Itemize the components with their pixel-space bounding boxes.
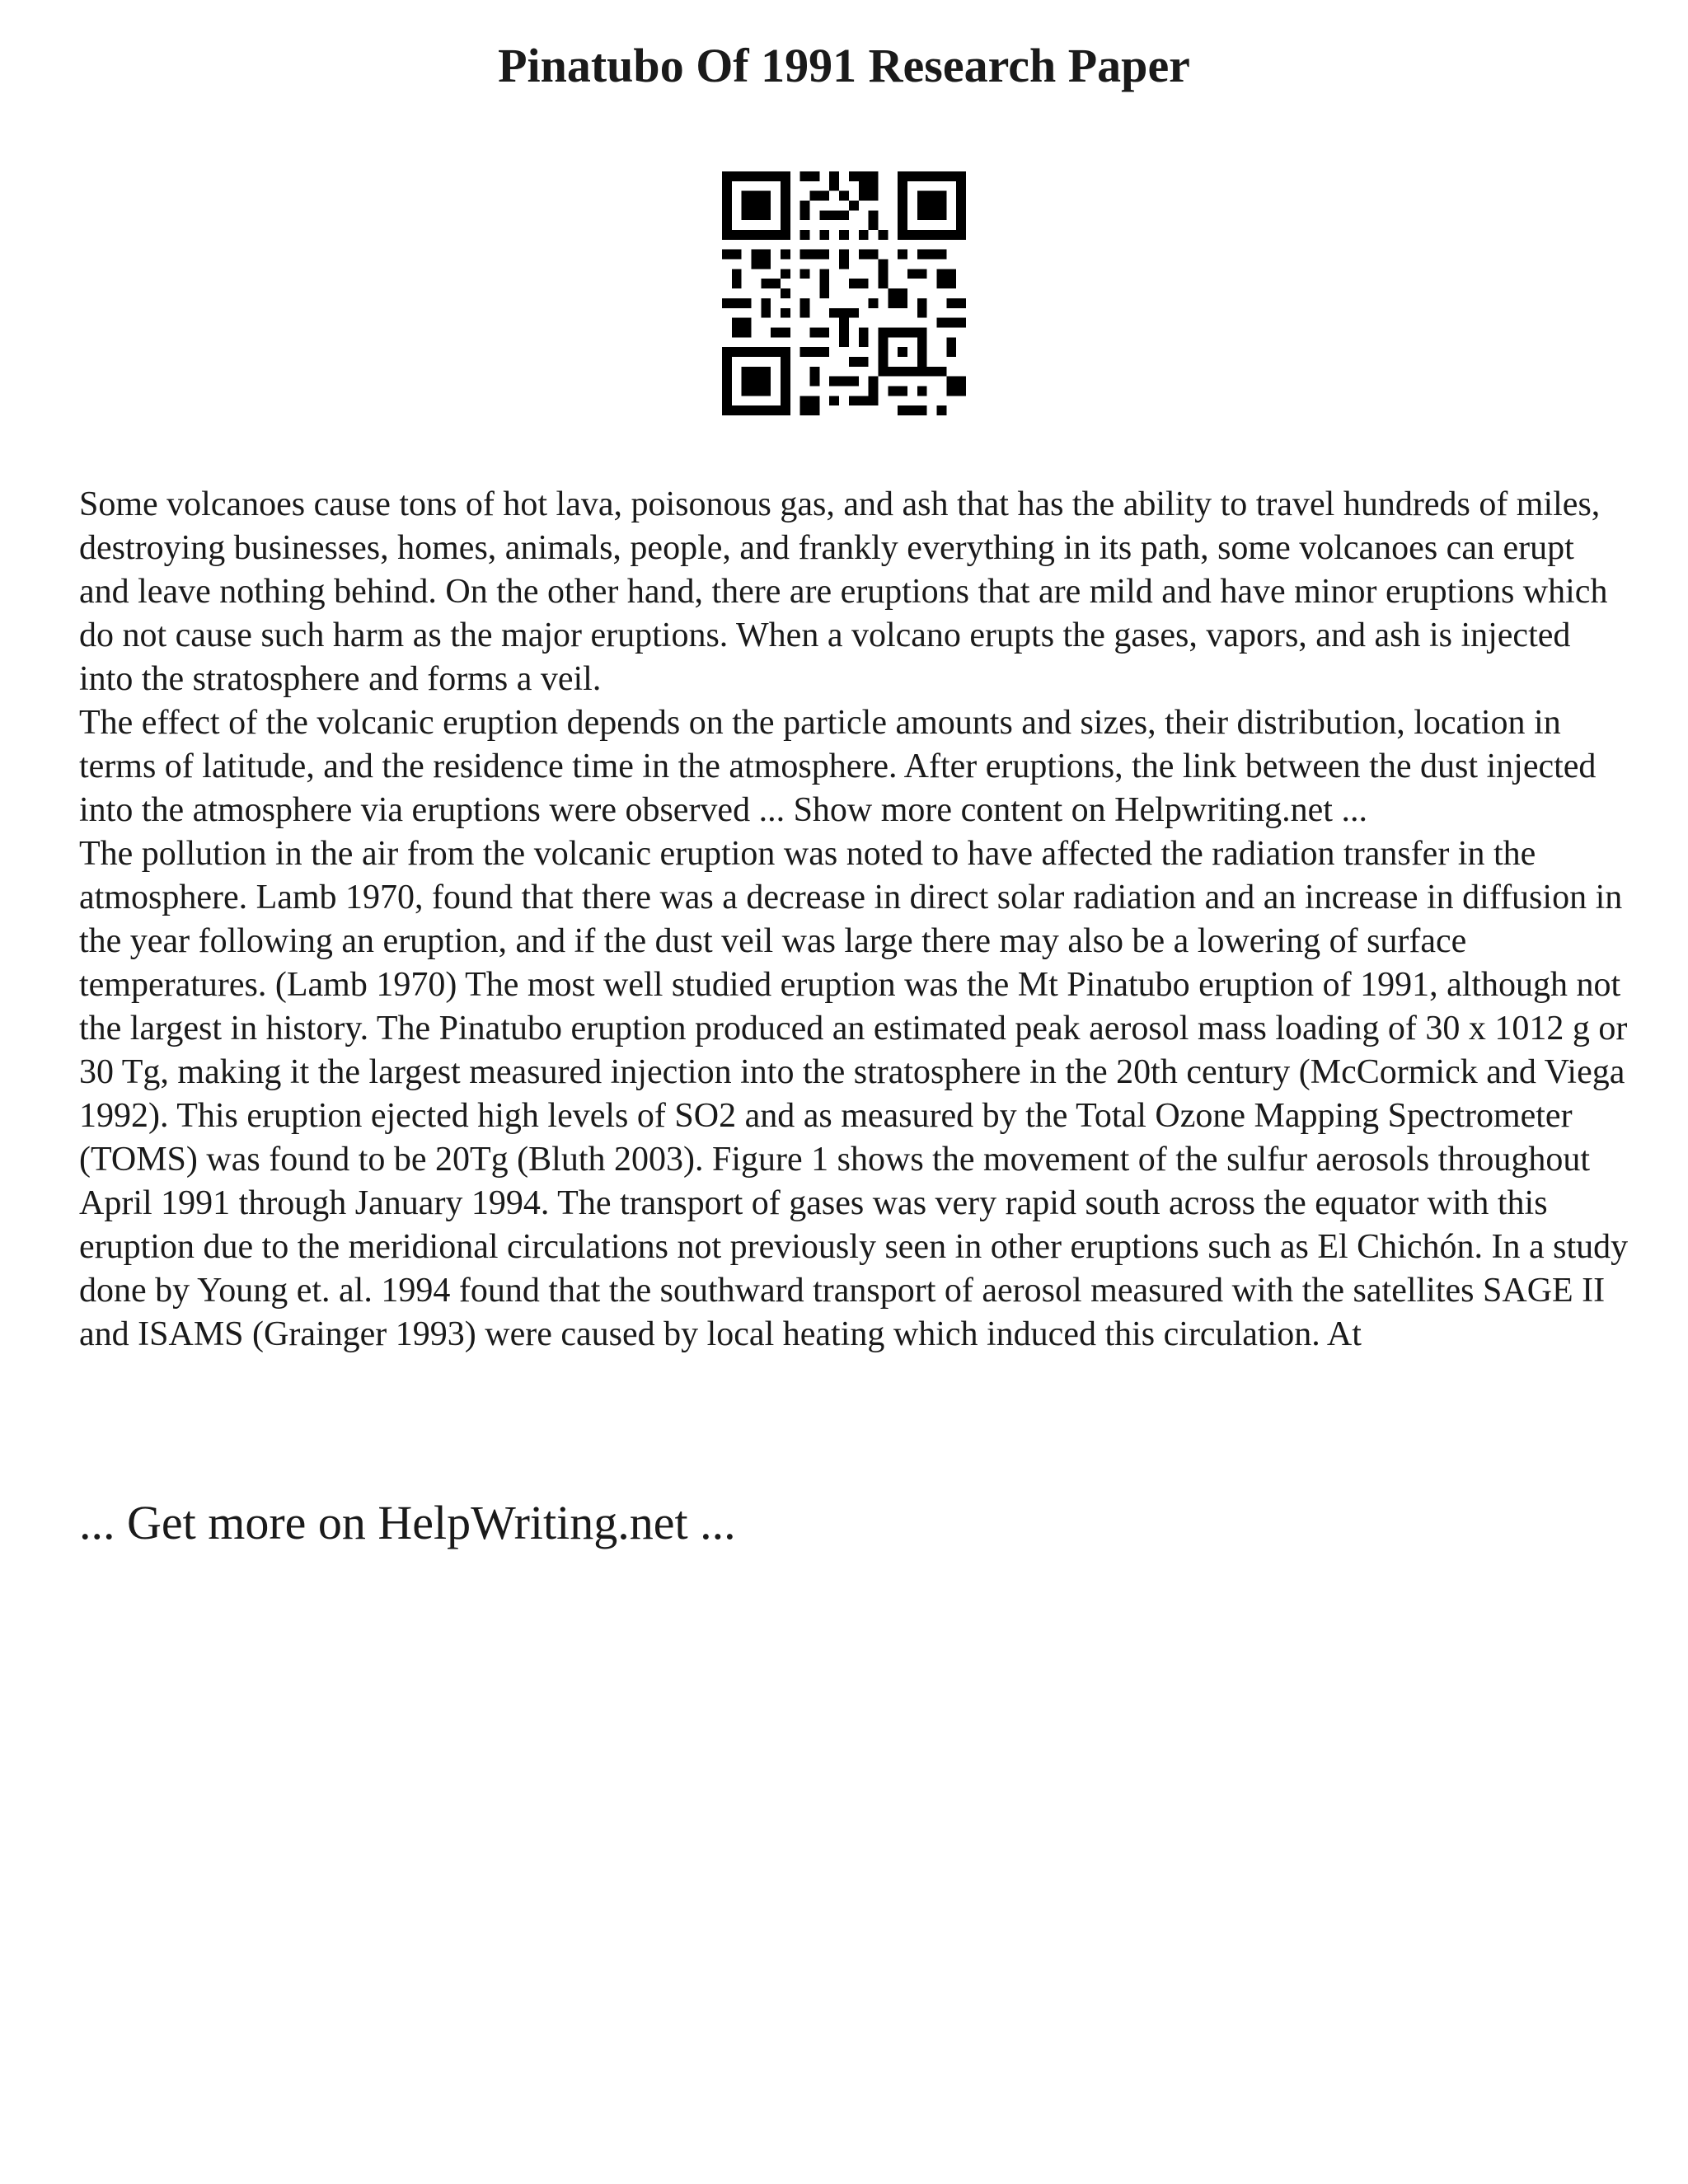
qr-code-icon: [722, 171, 966, 415]
paragraph: The effect of the volcanic eruption depends on the particle amounts and sizes, their distribution, location in terms of latitude, and the residence time in the atmosphere. After eruptions, the link between the dust injected into the atmosphere via eruptions were observed ... Show more content on Helpwriting.net ...: [79, 704, 1597, 829]
get-more-link[interactable]: ... Get more on HelpWriting.net ...: [79, 1496, 736, 1549]
paragraph: The pollution in the air from the volcanic eruption was noted to have affected the radiation transfer in the atmosphere. Lamb 1970, found that there was a decrease in direct solar radiation and an increase in diffusion in the year following an eruption, and if the dust veil was large there may also be a lowering of surface temperatures. (Lamb 1970) The most well studied eruption was the Mt Pinatubo eruption of 1991, although not the largest in history. The Pinatubo eruption produced an estimated peak aerosol mass loading of 30 x 1012 g or 30 Tg, making it the largest measured injection into the stratosphere in the 20th century (McCormick and Viega 1992). This eruption ejected high levels of SO2 and as measured by the Total Ozone Mapping Spectrometer (TOMS) was found to be 20Tg (Bluth 2003). Figure 1 shows the movement of the sulfur aerosols throughout April 1991 through January 1994. The transport of gases was very rapid south across the equator with this eruption due to the meridional circulations not previously seen in other eruptions such as El Chichón. In a study done by Young et. al. 1994 found that the southward transport of aerosol measured with the satellites SAGE II and ISAMS (Grainger 1993) were caused by local heating which induced this circulation. At: [79, 835, 1629, 1353]
article-body: [79, 483, 1629, 1357]
page-title: Pinatubo Of 1991 Research Paper: [498, 39, 1190, 92]
paragraph: Some volcanoes cause tons of hot lava, poisonous gas, and ash that has the ability to travel hundreds of miles, destroying businesses, homes, animals, people, and frankly everything in its path, some volcanoes can erupt and leave nothing behind. On the other hand, there are eruptions that are mild and have minor eruptions which do not cause such harm as the major eruptions. When a volcano erupts the gases, vapors, and ash is injected into the stratosphere and forms a veil.: [79, 485, 1608, 698]
